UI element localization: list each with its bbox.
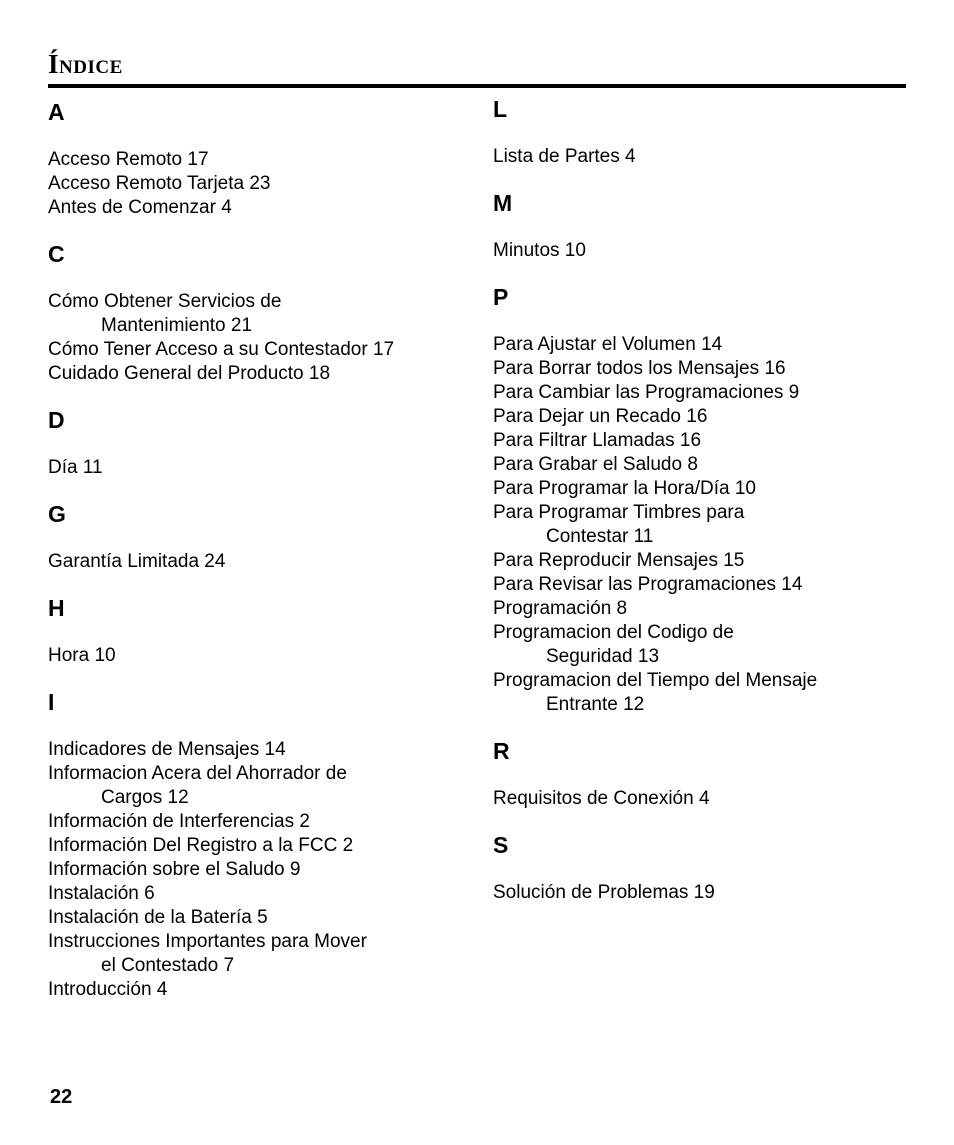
index-section-l bbox=[493, 95, 913, 169]
index-entry bbox=[493, 453, 913, 477]
entry-text: Hora 10 bbox=[48, 645, 116, 666]
section-letter: S bbox=[493, 832, 509, 858]
index-entry bbox=[493, 429, 913, 453]
entry-text: Para Revisar las Programaciones 14 bbox=[493, 574, 803, 595]
section-letter: A bbox=[48, 99, 65, 125]
title-divider bbox=[48, 84, 906, 88]
index-entry bbox=[493, 381, 913, 405]
entry-text: Instalación 6 bbox=[48, 883, 155, 904]
index-entry bbox=[493, 145, 913, 169]
entry-text: Instalación de la Batería 5 bbox=[48, 907, 268, 928]
entry-text: Para Grabar el Saludo 8 bbox=[493, 454, 698, 475]
entry-text: Solución de Problemas 19 bbox=[493, 882, 715, 903]
index-entry bbox=[493, 549, 913, 573]
index-entry bbox=[48, 834, 468, 858]
index-entry bbox=[493, 477, 913, 501]
index-entry bbox=[493, 787, 913, 811]
entry-continuation: Mantenimiento 21 bbox=[101, 315, 253, 336]
index-section-m bbox=[493, 189, 913, 263]
section-letter: M bbox=[493, 190, 513, 216]
entry-text: Día 11 bbox=[48, 457, 103, 478]
entry-text: Para Programar Timbres para bbox=[493, 502, 745, 523]
index-entry bbox=[48, 906, 468, 930]
entry-text: Cómo Tener Acceso a su Contestador 17 bbox=[48, 339, 395, 360]
entry-text: Introducción 4 bbox=[48, 979, 168, 1000]
entry-text: Información Del Registro a la FCC 2 bbox=[48, 835, 354, 856]
index-entry bbox=[48, 930, 468, 978]
index-entry bbox=[48, 172, 468, 196]
section-letter: D bbox=[48, 407, 65, 433]
entry-text: Para Programar la Hora/Día 10 bbox=[493, 478, 756, 499]
entry-text: Para Dejar un Recado 16 bbox=[493, 406, 708, 427]
index-entry bbox=[493, 669, 913, 717]
index-entry bbox=[493, 573, 913, 597]
index-entry bbox=[48, 738, 468, 762]
index-entry bbox=[493, 881, 913, 905]
entry-continuation: Contestar 11 bbox=[546, 526, 654, 547]
section-letter: L bbox=[493, 96, 508, 122]
index-section-h bbox=[48, 594, 468, 668]
index-entry bbox=[48, 148, 468, 172]
index-section-r bbox=[493, 737, 913, 811]
entry-text: Minutos 10 bbox=[493, 240, 586, 261]
index-column-left bbox=[48, 98, 468, 1022]
section-letter: R bbox=[493, 738, 510, 764]
section-letter: H bbox=[48, 595, 65, 621]
index-entry bbox=[493, 501, 913, 549]
index-entry bbox=[493, 621, 913, 669]
entry-text: Para Ajustar el Volumen 14 bbox=[493, 334, 723, 355]
entry-text: Antes de Comenzar 4 bbox=[48, 197, 232, 218]
section-letter: P bbox=[493, 284, 509, 310]
index-entry bbox=[493, 239, 913, 263]
index-section-p bbox=[493, 283, 913, 717]
section-letter: C bbox=[48, 241, 65, 267]
index-entry bbox=[48, 362, 468, 386]
index-entry bbox=[48, 762, 468, 810]
entry-text: Acceso Remoto 17 bbox=[48, 149, 209, 170]
entry-text: Instrucciones Importantes para Mover bbox=[48, 931, 367, 952]
index-entry bbox=[48, 456, 468, 480]
index-section-i bbox=[48, 688, 468, 1002]
entry-text: Información de Interferencias 2 bbox=[48, 811, 310, 832]
entry-text: Programacion del Codigo de bbox=[493, 622, 734, 643]
index-entry bbox=[48, 338, 468, 362]
index-entry bbox=[48, 290, 468, 338]
index-section-s bbox=[493, 831, 913, 905]
page-title: Índice bbox=[48, 49, 123, 79]
entry-text: Cómo Obtener Servicios de bbox=[48, 291, 282, 312]
entry-continuation: Entrante 12 bbox=[546, 694, 645, 715]
index-entry bbox=[48, 810, 468, 834]
index-entry bbox=[48, 550, 468, 574]
entry-text: Cuidado General del Producto 18 bbox=[48, 363, 331, 384]
entry-text: Garantía Limitada 24 bbox=[48, 551, 226, 572]
index-section-a bbox=[48, 98, 468, 220]
entry-text: Información sobre el Saludo 9 bbox=[48, 859, 301, 880]
index-entry bbox=[48, 196, 468, 220]
entry-continuation: Seguridad 13 bbox=[546, 646, 660, 667]
section-letter: G bbox=[48, 501, 66, 527]
entry-text: Indicadores de Mensajes 14 bbox=[48, 739, 286, 760]
entry-text: Acceso Remoto Tarjeta 23 bbox=[48, 173, 271, 194]
entry-continuation: Cargos 12 bbox=[101, 787, 189, 808]
entry-text: Para Cambiar las Programaciones 9 bbox=[493, 382, 800, 403]
index-entry bbox=[48, 978, 468, 1002]
entry-text: Informacion Acera del Ahorrador de bbox=[48, 763, 347, 784]
entry-text: Lista de Partes 4 bbox=[493, 146, 636, 167]
index-section-d bbox=[48, 406, 468, 480]
section-letter: I bbox=[48, 689, 55, 715]
index-entry bbox=[493, 357, 913, 381]
entry-text: Para Borrar todos los Mensajes 16 bbox=[493, 358, 786, 379]
entry-text: Programación 8 bbox=[493, 598, 628, 619]
entry-text: Para Filtrar Llamadas 16 bbox=[493, 430, 702, 451]
index-entry bbox=[493, 333, 913, 357]
index-column-right bbox=[493, 95, 913, 925]
index-entry bbox=[493, 597, 913, 621]
entry-text: Requisitos de Conexión 4 bbox=[493, 788, 710, 809]
entry-continuation: el Contestado 7 bbox=[101, 955, 235, 976]
entry-text: Para Reproducir Mensajes 15 bbox=[493, 550, 745, 571]
index-section-g bbox=[48, 500, 468, 574]
index-entry bbox=[48, 644, 468, 668]
page-number: 22 bbox=[50, 1086, 73, 1108]
entry-text: Programacion del Tiempo del Mensaje bbox=[493, 670, 818, 691]
index-entry bbox=[493, 405, 913, 429]
index-section-c bbox=[48, 240, 468, 386]
index-entry bbox=[48, 882, 468, 906]
index-entry bbox=[48, 858, 468, 882]
